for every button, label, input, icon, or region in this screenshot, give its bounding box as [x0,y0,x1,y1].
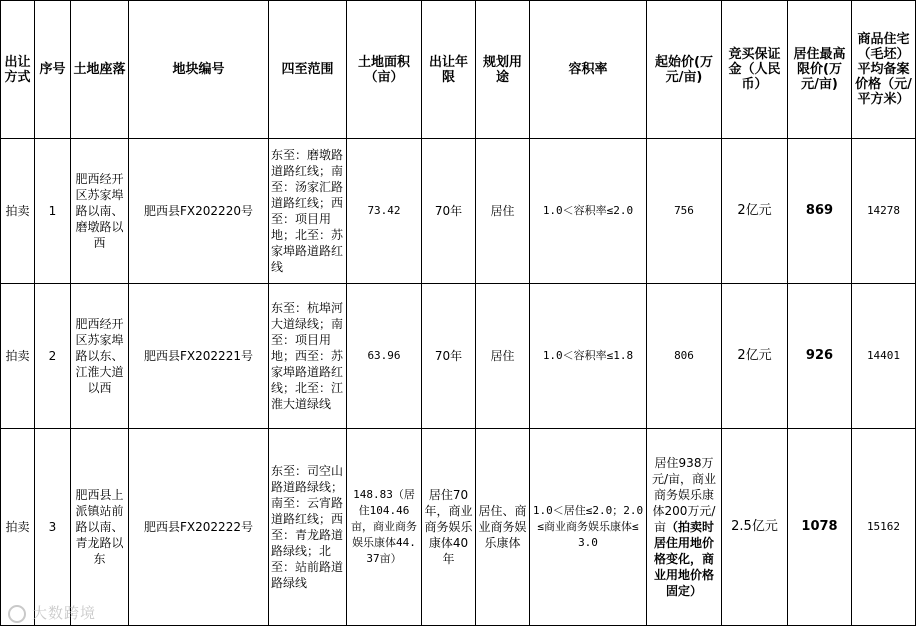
cell-term: 70年 [422,284,476,429]
header-row [1,1,916,139]
watermark-text: 大数跨境 [32,604,97,622]
cell-area: 63.96 [347,284,422,429]
header-max-price: 居住最高限价(万元/亩) [788,1,852,139]
cell-term: 70年 [422,139,476,284]
header-far: 容积率 [530,1,647,139]
cell-area: 148.83（居住104.46亩，商业商务娱乐康体44.37亩） [347,429,422,626]
cell-bounds: 东至：杭埠河大道绿线；南至：项目用地；西至：苏家埠路道路红线；北至：江淮大道绿线 [269,284,347,429]
cell-deposit: 2亿元 [722,139,788,284]
cell-location: 肥西经开区苏家埠路以东、江淮大道以西 [71,284,129,429]
header-area: 土地面积（亩） [347,1,422,139]
cell-far: 1.0＜容积率≤2.0 [530,139,647,284]
cell-deposit: 2.5亿元 [722,429,788,626]
cell-parcel: 肥西县FX202221号 [129,284,269,429]
header-record-price: 商品住宅（毛坯）平均备案价格（元/平方米） [852,1,916,139]
cell-method: 拍卖 [1,429,35,626]
cell-bounds: 东至：司空山路道路绿线；南至：云宵路道路红线；西至：青龙路道路绿线；北至：站前路道路绿线 [269,429,347,626]
header-location: 土地座落 [71,1,129,139]
cell-location: 肥西县上派镇站前路以南、青龙路以东 [71,429,129,626]
table-row [1,429,916,626]
cell-start-price: 806 [647,284,722,429]
cell-deposit: 2亿元 [722,284,788,429]
watermark-logo [8,602,96,623]
cell-max-price: 926 [788,284,852,429]
cell-method: 拍卖 [1,284,35,429]
cell-far: 1.0＜容积率≤1.8 [530,284,647,429]
header-bounds: 四至范围 [269,1,347,139]
cell-area: 73.42 [347,139,422,284]
cell-location: 肥西经开区苏家埠路以南、磨墩路以西 [71,139,129,284]
cell-no: 2 [35,284,71,429]
header-term: 出让年限 [422,1,476,139]
start-price-text: 居住938万元/亩，商业商务娱乐康体200万元/亩 [651,456,717,534]
cell-max-price: 1078 [788,429,852,626]
cell-start-price: 756 [647,139,722,284]
cell-use: 居住 [476,139,530,284]
cell-bounds: 东至：磨墩路道路红线；南至：汤家汇路道路红线；西至：项目用地；北至：苏家埠路道路红线 [269,139,347,284]
logo-icon [8,605,26,623]
cell-no: 1 [35,139,71,284]
header-deposit: 竞买保证金（人民币） [722,1,788,139]
cell-method: 拍卖 [1,139,35,284]
cell-use: 居住、商业商务娱乐康体 [476,429,530,626]
cell-record-price: 14278 [852,139,916,284]
cell-record-price: 15162 [852,429,916,626]
cell-max-price: 869 [788,139,852,284]
start-price-note: （拍卖时居住用地价格变化，商业用地价格固定） [653,520,715,598]
cell-term: 居住70年，商业商务娱乐康体40年 [422,429,476,626]
table-row [1,139,916,284]
header-start-price: 起始价(万元/亩) [647,1,722,139]
cell-no: 3 [35,429,71,626]
header-parcel: 地块编号 [129,1,269,139]
cell-far: 1.0＜居住≤2.0；2.0≤商业商务娱乐康体≤3.0 [530,429,647,626]
header-method: 出让方式 [1,1,35,139]
header-no: 序号 [35,1,71,139]
cell-start-price [647,429,722,626]
table-row [1,284,916,429]
cell-use: 居住 [476,284,530,429]
cell-record-price: 14401 [852,284,916,429]
cell-parcel: 肥西县FX202222号 [129,429,269,626]
header-use: 规划用途 [476,1,530,139]
cell-parcel: 肥西县FX202220号 [129,139,269,284]
